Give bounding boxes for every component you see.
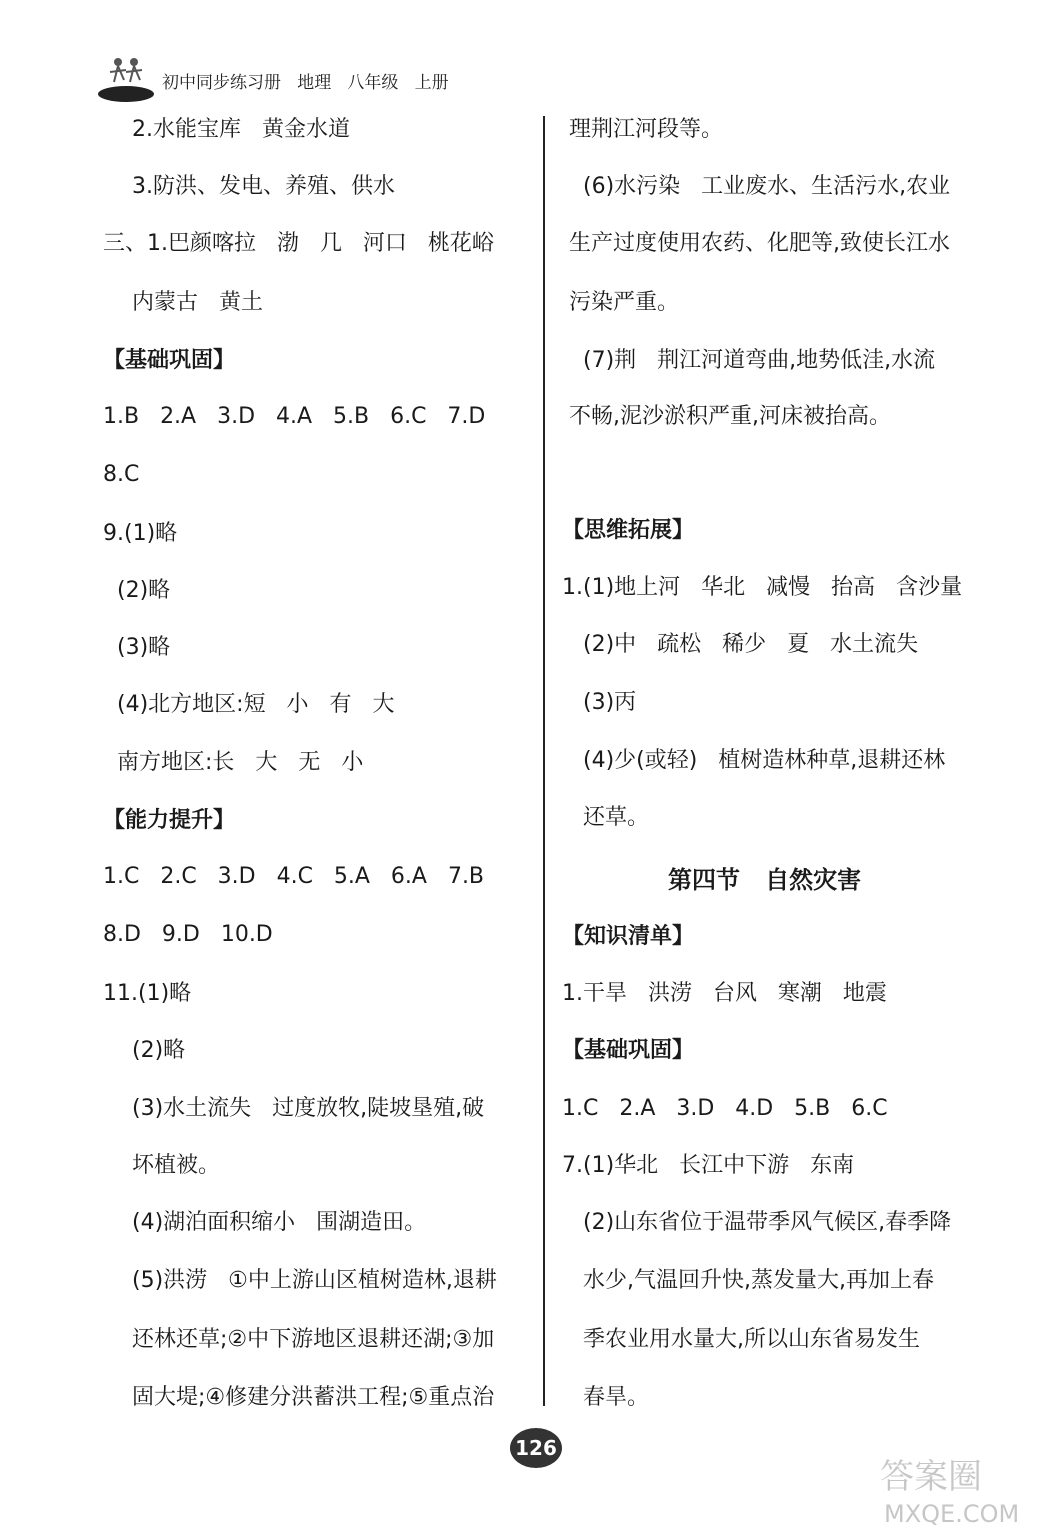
right-line: 不畅,泥沙淤积严重,河床被抬高。 [569,404,891,429]
answer-line: 坏植被。 [132,1153,221,1178]
answer-line: 还草。 [583,805,650,830]
answer-line: 季农业用水量大,所以山东省易发生 [583,1327,920,1352]
answer-line: 还林还草;②中下游地区退耕还湖;③加 [132,1327,495,1352]
answer-line: 1.干旱 洪涝 台风 寒潮 地震 [562,981,887,1006]
left-line: 2.水能宝库 黄金水道 [132,117,350,142]
answer-line: 1.(1)地上河 华北 减慢 抬高 含沙量 [562,575,963,600]
answer-line: 1.C 2.C 3.D 4.C 5.A 6.A 7.B [103,864,485,889]
page-number: 126 [510,1428,562,1468]
watermark-logo [870,1450,1050,1530]
answer-line: (3)水土流失 过度放牧,陡坡垦殖,破 [132,1096,485,1121]
right-line: (7)荆 荆江河道弯曲,地势低洼,水流 [583,348,936,373]
answer-line: 水少,气温回升快,蒸发量大,再加上春 [583,1268,934,1293]
answer-line: 7.(1)华北 长江中下游 东南 [562,1153,855,1178]
answer-line: 固大堤;④修建分洪蓄洪工程;⑤重点治 [132,1385,495,1410]
left-line: 内蒙古 黄土 [132,290,263,315]
answer-line: 8.D 9.D 10.D [103,922,273,947]
left-line: 三、1.巴颜喀拉 渤 几 河口 桃花峪 [103,231,494,256]
watermark-line1: 答案圈 [880,1457,982,1497]
watermark-line2: MXQE.COM [884,1500,1020,1528]
section-heading: 【能力提升】 [103,808,236,833]
answer-line: (2)山东省位于温带季风气候区,春季降 [583,1210,952,1235]
header-title: 初中同步练习册 地理 八年级 上册 [162,73,449,93]
answer-line: 11.(1)略 [103,981,192,1006]
section-heading: 【知识清单】 [562,924,695,949]
answer-line: 8.C [103,462,140,487]
answer-line: (4)北方地区:短 小 有 大 [117,692,395,717]
right-line: 生产过度使用农药、化肥等,致使长江水 [569,231,950,256]
answer-line: (3)丙 [583,690,637,715]
right-line: (6)水污染 工业废水、生活污水,农业 [583,174,951,199]
answer-line: (2)略 [132,1038,186,1063]
section-title: 第四节 自然灾害 [668,866,862,894]
column-divider [543,116,545,1406]
section-heading: 【基础巩固】 [103,348,236,373]
left-line: 3.防洪、发电、养殖、供水 [132,174,395,199]
answer-line: (3)略 [117,635,171,660]
answer-line: (2)略 [117,578,171,603]
section-heading: 【思维拓展】 [562,518,695,543]
page-header [96,52,516,112]
answer-line: (5)洪涝 ①中上游山区植树造林,退耕 [132,1268,497,1293]
answer-line: (2)中 疏松 稀少 夏 水土流失 [583,632,919,657]
answer-line: 1.C 2.A 3.D 4.D 5.B 6.C [562,1096,888,1121]
answer-line: 9.(1)略 [103,521,178,546]
answer-line: 南方地区:长 大 无 小 [117,750,364,775]
answer-line: 1.B 2.A 3.D 4.A 5.B 6.C 7.D [103,404,486,429]
section-heading: 【基础巩固】 [562,1038,695,1063]
answer-line: (4)少(或轻) 植树造林种草,退耕还林 [583,748,946,773]
right-line: 污染严重。 [569,290,680,315]
logo-icon [96,52,156,104]
answer-line: 春旱。 [583,1385,650,1410]
answer-line: (4)湖泊面积缩小 围湖造田。 [132,1210,427,1235]
right-line: 理荆江河段等。 [569,117,724,142]
